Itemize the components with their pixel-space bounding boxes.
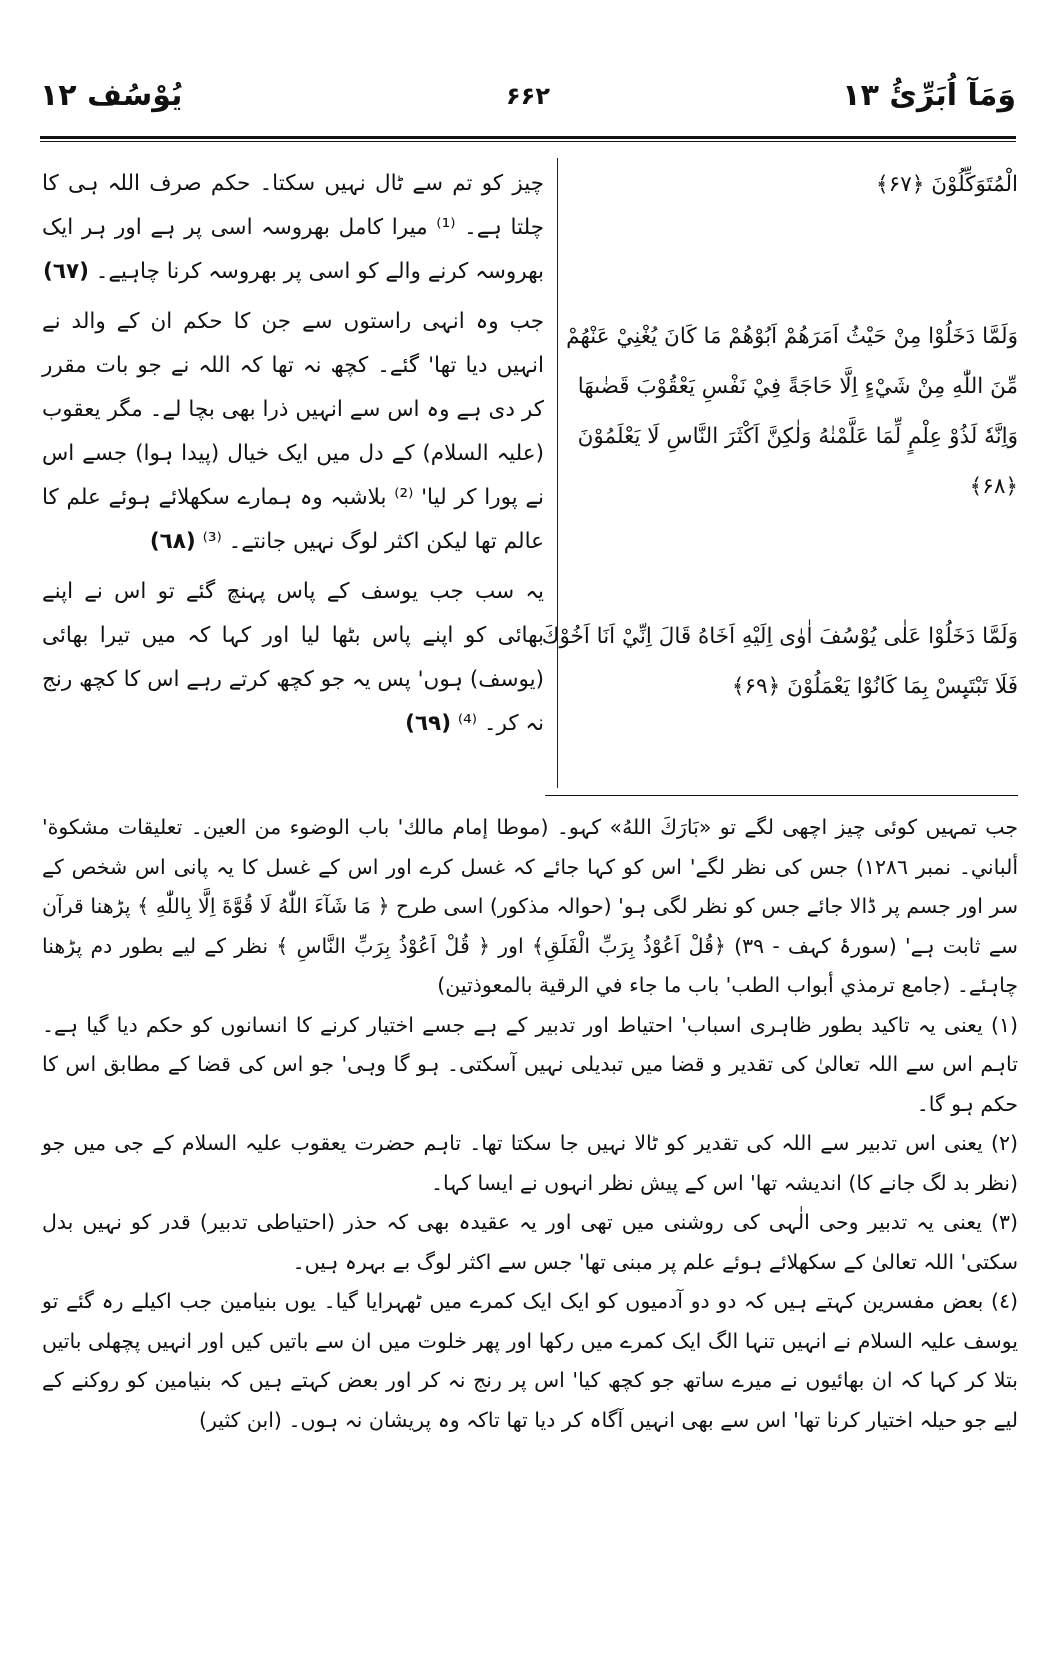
translation-verse-69: یہ سب جب یوسف کے پاس پہنچ گئے تو اس نے اپنے بھائی کو اپنے پاس بٹھا لیا اور کہا کہ میں تیرا بھائی (یوسف) ہوں' پس یہ جو کچھ کرتے رہے اس کا کچھ رنج نہ کر۔ ⁽⁴⁾ (٦٩) (42, 579, 544, 736)
footnote-1: (١) یعنی یہ تاکید بطور ظاہری اسباب' احتیاط اور تدبیر کے ہے جسے اختیار کرنے کا انسانوں کو حکم دیا گیا ہے۔ تاہم اس سے اللہ تعالیٰ کی تقدیر و قضا میں تبدیلی نہیں آسکتی۔ ہو گا وہی' جو اس کی قضا کے مطابق اس کا حکم ہو گا۔ (42, 1012, 1018, 1116)
footnote-3: (٣) یعنی یہ تدبیر وحی الٰہی کی روشنی میں تھی اور یہ عقیدہ بھی کہ حذر (احتیاطی تدبیر) قدر کو نہیں بدل سکتی' اللہ تعالیٰ کے سکھلائے ہوئے علم پر مبنی تھا' جس سے اکثر لوگ بے بہرہ ہیں۔ (42, 1210, 1018, 1274)
arabic-verse-67-end: الْمُتَوَكِّلُوْنَ ﴿۶۷﴾ (876, 172, 1018, 197)
arabic-verse-69: وَلَمَّا دَخَلُوْا عَلٰى يُوْسُفَ اٰوٰى اِلَيْهِ اَخَاهُ قَالَ اِنِّيْ اَنَا اَخُوْكَ فَلَا تَبْتَىِٕسْ بِمَا كَانُوْا يَعْمَلُوْنَ ﴿۶۹﴾ (541, 624, 1018, 699)
footnotes (42, 808, 1018, 1440)
page-header (40, 78, 1016, 138)
arabic-verse-68: وَلَمَّا دَخَلُوْا مِنْ حَيْثُ اَمَرَهُمْ اَبُوْهُمْ مَا كَانَ يُغْنِيْ عَنْهُمْ مِّنَ اللّٰهِ مِنْ شَيْءٍ اِلَّا حَاجَةً فِيْ نَفْسِ يَعْقُوْبَ قَضٰىهَا وَاِنَّهٗ لَذُوْ عِلْمٍ لِّمَا عَلَّمْنٰهُ وَلٰكِنَّ اَكْثَرَ النَّاسِ لَا يَعْلَمُوْنَ ﴿۶۸﴾ (566, 324, 1018, 499)
page-number: ۶۶۲ (506, 82, 550, 110)
translation-verse-67: چیز کو تم سے ٹال نہیں سکتا۔ حکم صرف اللہ ہی کا چلتا ہے۔ ⁽¹⁾ میرا کامل بھروسہ اسی پر ہے اور ہر ایک بھروسہ کرنے والے کو اسی پر بھروسہ کرنا چاہیے۔ (٦٧) (42, 171, 544, 284)
footnote-intro: جب تمہیں کوئی چیز اچھی لگے تو «بَارَكَ اللهُ» کہو۔ (موطا إمام مالك' باب الوضوء من العين۔ تعليقات مشكوة' ألباني۔ نمبر ١٢٨٦) جس کی نظر لگے' اس کو کہا جائے کہ غسل کرے اور اس کے غسل کا یہ پانی اس شخص کے سر اور جسم پر ڈالا جائے جس کو نظر لگی ہو' (حوالہ مذکور) اسی طرح ﴿ مَا شَآءَ اللّٰهُ لَا قُوَّةَ اِلَّا بِاللّٰهِ ﴾ پڑھنا قرآن سے ثابت ہے' (سورۂ کہف - ٣٩) ﴿قُلْ اَعُوْذُ بِرَبِّ الْفَلَقِ﴾ اور ﴿ قُلْ اَعُوْذُ بِرَبِّ النَّاسِ ﴾ نظر کے لیے بطور دم پڑھنا چاہئے۔ (جامع ترمذي أبواب الطب' باب ما جاء في الرقية بالمعوذتين) (42, 815, 1019, 997)
verse-number-69: (٦٩) (405, 711, 452, 736)
translation-column (42, 162, 544, 752)
footnote-4: (٤) بعض مفسرین کہتے ہیں کہ دو دو آدمیوں کو ایک ایک کمرے میں ٹھہرایا گیا۔ یوں بنیامین جب اکیلے رہ گئے تو یوسف علیہ السلام نے انہیں تنہا الگ ایک کمرے میں رکھا اور پھر خلوت میں ان سے باتیں کیں اور انہیں پچھلی باتیں بتلا کر کہا کہ ان بھائیوں نے میرے ساتھ جو کچھ کیا' اس پر رنج نہ کر اور بعض کہتے ہیں کہ بنیامین کو روکنے کے لیے جو حیلہ اختیار کرنا تھا' اس سے بھی انہیں آگاہ کر دیا تھا تاکہ وہ پریشان نہ ہوں۔ (ابن کثیر) (42, 1289, 1018, 1432)
footnote-rule (545, 795, 1018, 796)
column-divider (557, 158, 558, 788)
footnote-2: (٢) یعنی اس تدبیر سے اللہ کی تقدیر کو ٹالا نہیں جا سکتا تھا۔ تاہم حضرت یعقوب علیہ السلام کے جی میں جو (نظر بد لگ جانے کا) اندیشہ تھا' اس کے پیش نظر انہوں نے ایسا کہا۔ (42, 1131, 1018, 1195)
surah-title: یُوْسُف ۱۲ (40, 78, 183, 113)
header-rule-thin (40, 141, 1016, 142)
juz-title: وَمَآ اُبَرِّئُ ۱۳ (842, 78, 1016, 113)
verse-number-67: (٦٧) (43, 259, 89, 284)
header-rule (40, 136, 1016, 139)
verse-number-68: (٦٨) (149, 529, 196, 554)
translation-verse-68: جب وہ انہی راستوں سے جن کا حکم ان کے والد نے انہیں دیا تھا' گئے۔ کچھ نہ تھا کہ اللہ نے جو بات مقرر کر دی ہے وہ اس سے انہیں ذرا بھی بچا لے۔ مگر یعقوب (علیہ السلام) کے دل میں ایک خیال (پیدا ہوا) جسے اس نے پورا کر لیا' ⁽²⁾ بلاشبہ وہ ہمارے سکھلائے ہوئے علم کا عالم تھا لیکن اکثر لوگ نہیں جانتے۔ ⁽³⁾ (٦٨) (42, 309, 544, 554)
